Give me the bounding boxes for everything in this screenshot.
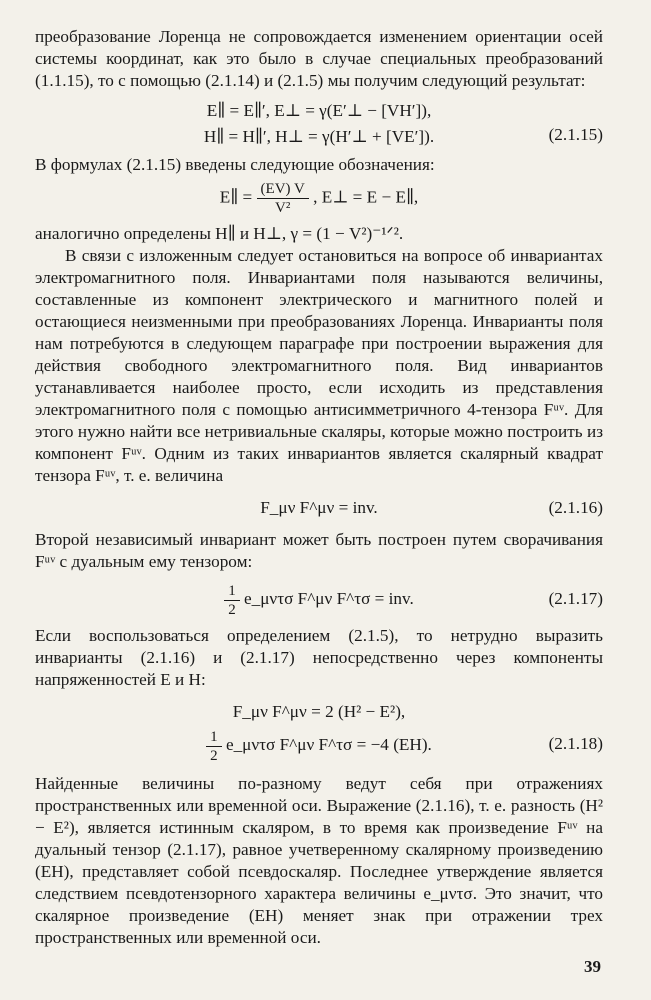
def-lhs: E∥ = [219,187,253,207]
equation-body: e_μντσ F^μν F^τσ = −4 (EH). [225,735,432,754]
fraction-denominator: V² [275,200,291,216]
fraction-numerator: 1 [206,728,222,747]
equation-line: E∥ = E∥′, E⊥ = γ(E′⊥ − [VH′]), [206,101,432,120]
equation-number: (2.1.16) [548,498,603,517]
paragraph-5: Второй независимый инвариант может быть построен путем сворачивания Fᵘᵛ с дуальным ему тензором: [35,530,603,571]
paragraph-6: Если воспользоваться определением (2.1.5), то нетрудно выразить инварианты (2.1.16) и (2.1.17) непосредственно через компоненты напряженностей E и H: [35,626,603,689]
equation-number: (2.1.17) [548,589,603,608]
fraction-numerator: 1 [224,582,240,601]
fraction [257,180,309,217]
equation-definitions [35,180,603,217]
equation-number: (2.1.18) [548,734,603,753]
paragraph-4: В связи с изложенным следует остановиться на вопросе об инвариантах электромагнитного поля. Инвариантами поля называются величины, составленные из компонент электрического и магнитного полей и остающиеся неизменными при преобразованиях Лоренца. Инварианты поля нам потребуются в следующем параграфе при построении выражения для действия свободного электромагнитного поля. Вид инвариантов устанавливается наиболее просто, если исходить из представления электромагнитного поля с помощью антисимметричного 4-тензора Fᵘᵛ. Для этого нужно найти все нетривиальные скаляры, которые можно построить из компонент Fᵘᵛ. Одним из таких инвариантов является скалярный квадрат тензора Fᵘᵛ, т. е. величина [35,246,603,485]
equation-number: (2.1.15) [548,125,603,144]
equation-body: e_μντσ F^μν F^τσ = inv. [243,589,414,608]
equation-2-1-15 [35,98,603,150]
equation-line: F_μν F^μν = 2 (H² − E²), [232,702,406,721]
paragraph-1: преобразование Лоренца не сопровождается изменением ориентации осей системы координат, как это было в случае специальных преобразований (1.1.15), то с помощью (2.1.14) и (2.1.5) мы получим следующий результат: [35,27,603,90]
def-rhs: , E⊥ = E − E∥, [313,187,419,207]
fraction [206,728,222,765]
equation-2-1-16 [35,497,603,519]
equation-2-1-17 [35,579,603,619]
fraction [224,582,240,619]
paragraph-2: В формулах (2.1.15) введены следующие обозначения: [35,155,435,174]
paragraph-7: Найденные величины по-разному ведут себя при отражениях пространственных или временной оси. Выражение (2.1.16), т. е. разность (H² − E²), является истинным скаляром, в то время как произведение Fᵘᵛ на дуальный тензор (2.1.17), равное учетверенному скалярному произведению (EH), представляет собой псевдоскаляр. Последнее утверждение является следствием псевдотензорного характера величины e_μντσ. Это значит, что скалярное произведение (EH) меняет знак при отражении трех пространственных или временной оси. [35,774,603,947]
equation-line: H∥ = H∥′, H⊥ = γ(H′⊥ + [VE′]). [203,127,435,146]
fraction-numerator: (EV) V [257,180,309,199]
equation-2-1-18 [35,699,603,765]
page-number: 39 [584,957,601,976]
fraction-denominator: 2 [210,747,218,764]
equation-body: F_μν F^μν = inv. [260,498,378,517]
page-body [35,26,603,949]
equation-line-2 [35,725,603,765]
paragraph-3: аналогично определены H∥ и H⊥, γ = (1 − V²)⁻¹ᐟ². [35,224,404,243]
fraction-denominator: 2 [228,601,236,618]
